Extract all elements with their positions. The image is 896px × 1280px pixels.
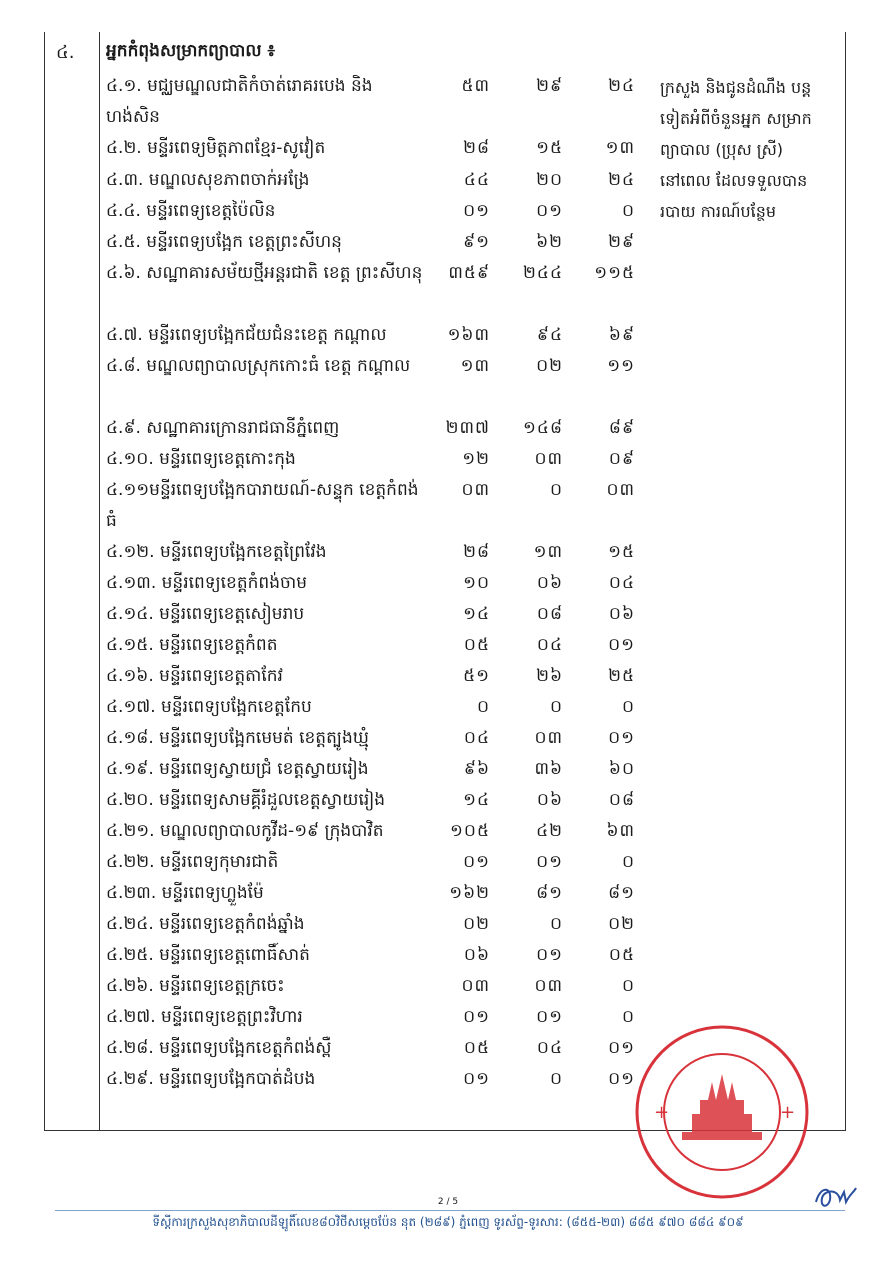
male-count: ០ [549,480,563,500]
female-count: ០៩ [608,449,635,469]
facility-name: ៤.៦. សណ្ឋាគារសម័យថ្មីអន្តរជាតិ ខេត្ត ព្រះសីហនុ [106,263,423,283]
male-count: ០១ [536,201,563,221]
facility-name: ៤.២៧. មន្ទីរពេទ្យខេត្តព្រះវិហារ [106,1007,303,1027]
section-title: អ្នកកំពុងសម្រាកព្យាបាល ៖ [106,41,275,61]
female-count: ០៤ [608,573,635,593]
footer-divider [55,1210,845,1211]
total-count: ២៨ [463,542,490,562]
total-count: ០១ [463,1007,490,1027]
facility-name: ៤.៨. មណ្ឌលព្យាបាលស្រុកកោះធំ ខេត្ត កណ្ដាល [106,356,411,376]
male-count: ០៨ [536,604,563,624]
total-count: ១០៥ [450,821,490,841]
male-count: ០៤ [536,635,563,655]
facility-name: ៤.២៥. មន្ទីរពេទ្យខេត្តពោធិ៍សាត់ [106,945,310,965]
section-number: ៤. [56,42,75,63]
total-count: ១៣ [460,356,490,376]
total-count: ០៥ [463,635,490,655]
female-count: ២៤ [608,170,635,190]
table-right-border [845,32,846,1130]
facility-name: ៤.៤. មន្ទីរពេទ្យខេត្តប៉ៃលិន [106,201,276,221]
male-count: ១៣ [533,542,563,562]
facility-name: ៤.២២. មន្ទីរពេទ្យកុមារជាតិ [106,852,279,872]
female-count: ៦០ [608,759,635,779]
female-count: ១៣ [605,138,635,158]
facility-name: ៤.៥. មន្ទីរពេទ្យបង្អែក ខេត្តព្រះសីហនុ [106,232,342,252]
facility-name: ៤.១៥. មន្ទីរពេទ្យខេត្តកំពត [106,635,278,655]
total-count: ១៦២ [449,883,490,903]
total-count: ១៤ [463,790,490,810]
female-count: ៦៩ [608,325,635,345]
facility-name: ៤.២៩. មន្ទីរពេទ្យបង្អែកបាត់ដំបង [106,1069,316,1089]
male-count: ០៣ [534,449,563,469]
female-count: ០ [621,201,635,221]
total-count: ០១ [463,201,490,221]
female-count: ២៤ [608,76,635,96]
male-count: ២៩ [536,76,563,96]
facility-name: ៤.២៨. មន្ទីរពេទ្យបង្អែកខេត្តកំពង់ស្ពឺ [106,1038,332,1058]
male-count: ០៣ [534,976,563,996]
male-count: ០៤ [536,1038,563,1058]
female-count: ១៥ [608,542,635,562]
facility-name: ៤.១០. មន្ទីរពេទ្យខេត្តកោះកុង [106,449,296,469]
facility-name: ៤.១១មន្ទីរពេទ្យបង្អែកបារាយណ៍-សន្ទុក ខេត្តកំពង់ធំ [106,480,419,531]
facility-name: ៤.១. មជ្ឈមណ្ឌលជាតិកំចាត់រោគរបេង និង ហង់សិន [106,76,373,127]
female-count: ០ [621,852,635,872]
total-count: ៩១ [463,232,490,252]
male-count: ០ [549,1069,563,1089]
female-count: ១១៥ [594,263,635,283]
total-count: ១៦៣ [447,325,490,345]
female-count: ០៣ [606,480,635,500]
female-count: ៦៣ [606,821,635,841]
facility-name: ៤.២៤. មន្ទីរពេទ្យខេត្តកំពង់ឆ្នាំង [106,914,305,934]
total-count: ២៨ [463,138,490,158]
total-count: ៥៣ [461,76,490,96]
facility-name: ៤.២១. មណ្ឌលព្យាបាលកូវីដ-១៩ ក្រុងបាវិត [106,821,384,841]
footer-address: ទីស្តីការក្រសួងសុខាភិបាលដីឡូតិ៍លេខ៨០វិថីសម្តេចប៉ែន នុត (២៨៩) ភ្នំពេញ ទូរស័ព្ទ-ទូរសារ: (៨៥៥-២៣) ៨៨៥ ៩៧០ ៨៨៤ ៩០៩ [152,1215,744,1229]
total-count: ៥១ [463,666,490,686]
male-count: ០២ [536,356,563,376]
side-note: ក្រសួង និងជូនដំណឹង បន្តទៀតអំពីចំនួនអ្នក សម្រាកព្យាបាល (ប្រុស ស្រី) នៅពេល ដែលទទួលបានរបាយ ការណ៍បន្ថែម [660,78,812,221]
male-count: ៨១ [536,883,563,903]
male-count: ០៦ [536,573,563,593]
facility-name: ៤.២៦. មន្ទីរពេទ្យខេត្តក្រចេះ [106,976,285,996]
female-count: ៨៩ [608,418,635,438]
male-count: ០ [549,697,563,717]
total-count: ១០ [463,573,490,593]
ministry-seal-icon [632,1022,812,1202]
male-count: ១៥ [536,138,563,158]
table-left-border [44,32,45,1130]
female-count: ០២ [608,914,635,934]
facility-name: ៤.៧. មន្ទីរពេទ្យបង្អែកជ័យជំនះខេត្ត កណ្ដាល [106,325,387,345]
facility-name: ៤.២៣. មន្ទីរពេទ្យហ្លួងម៉ែ [106,883,264,903]
total-count: ៤៤ [463,170,490,190]
male-count: ៩៤ [536,325,563,345]
female-count: ០៨ [608,790,635,810]
facility-name: ៤.២០. មន្ទីរពេទ្យសាមគ្គីរំដួលខេត្តស្វាយរៀង [106,790,386,810]
female-count: ០ [621,976,635,996]
total-count: ០៣ [461,480,490,500]
female-count: ០១ [608,1038,635,1058]
male-count: ៦២ [536,232,563,252]
facility-name: ៤.១៦. មន្ទីរពេទ្យខេត្តតាកែវ [106,666,283,686]
facility-name: ៤.១៣. មន្ទីរពេទ្យខេត្តកំពង់ចាម [106,573,307,593]
facility-name: ៤.១៤. មន្ទីរពេទ្យខេត្តសៀមរាប [106,604,305,624]
female-count: ០១ [608,728,635,748]
total-count: ១២ [462,449,490,469]
facility-name: ៤.២. មន្ទីរពេទ្យមិត្តភាពខ្មែរ-សូវៀត [106,138,326,158]
female-count: ២៩ [608,232,635,252]
male-count: ០៣ [534,728,563,748]
total-count: ១៤ [463,604,490,624]
total-count: ០១ [463,852,490,872]
male-count: ២៦ [536,666,563,686]
female-count: ០៥ [608,945,635,965]
female-count: ០ [621,1007,635,1027]
female-count: ២៥ [608,666,635,686]
male-count: ០១ [536,945,563,965]
facility-name: ៤.៩. សណ្ឋាគារក្រោនរាជធានីភ្នំពេញ [106,418,340,438]
female-count: ៨១ [608,883,635,903]
facility-name: ៤.១៨. មន្ទីរពេទ្យបង្អែកមេមត់ ខេត្តត្បូងឃ្មុំ [106,728,369,748]
female-count: ១១ [607,356,635,376]
facility-name: ៤.១៩. មន្ទីរពេទ្យស្វាយជ្រំ ខេត្តស្វាយរៀង [106,759,369,779]
female-count: ០ [621,697,635,717]
male-count: ២០ [536,170,563,190]
male-count: ២៤៤ [523,263,563,283]
total-count: ២៣៧ [445,418,490,438]
facility-name: ៤.១២. មន្ទីរពេទ្យបង្អែកខេត្តព្រៃវែង [106,542,327,562]
total-count: ០៥ [463,1038,490,1058]
male-count: ០១ [536,1007,563,1027]
total-count: ០៦ [463,945,490,965]
svg-text:+: + [780,1102,796,1123]
male-count: ០ [549,914,563,934]
total-count: ០ [476,697,490,717]
female-count: ០៦ [608,604,635,624]
facility-name: ៤.១៧. មន្ទីរពេទ្យបង្អែកខេត្តកែប [106,697,312,717]
facility-name: ៤.៣. មណ្ឌលសុខភាពចាក់អង្រែ [106,170,310,190]
signature-icon [810,1180,860,1212]
male-count: ៣៦ [534,759,563,779]
table-col-divider [99,32,100,1130]
female-count: ០១ [608,1069,635,1089]
male-count: ០១ [536,852,563,872]
total-count: ០៣ [461,976,490,996]
male-count: ១៤៨ [523,418,563,438]
total-count: ៩៦ [463,759,490,779]
total-count: ០១ [463,1069,490,1089]
male-count: ៤២ [536,821,563,841]
total-count: ៣៥៩ [448,263,490,283]
total-count: ០២ [463,914,490,934]
total-count: ០៤ [463,728,490,748]
svg-text:+: + [654,1102,670,1123]
male-count: ០៦ [536,790,563,810]
page-number: 2 / 5 [437,1197,459,1207]
female-count: ០១ [608,635,635,655]
